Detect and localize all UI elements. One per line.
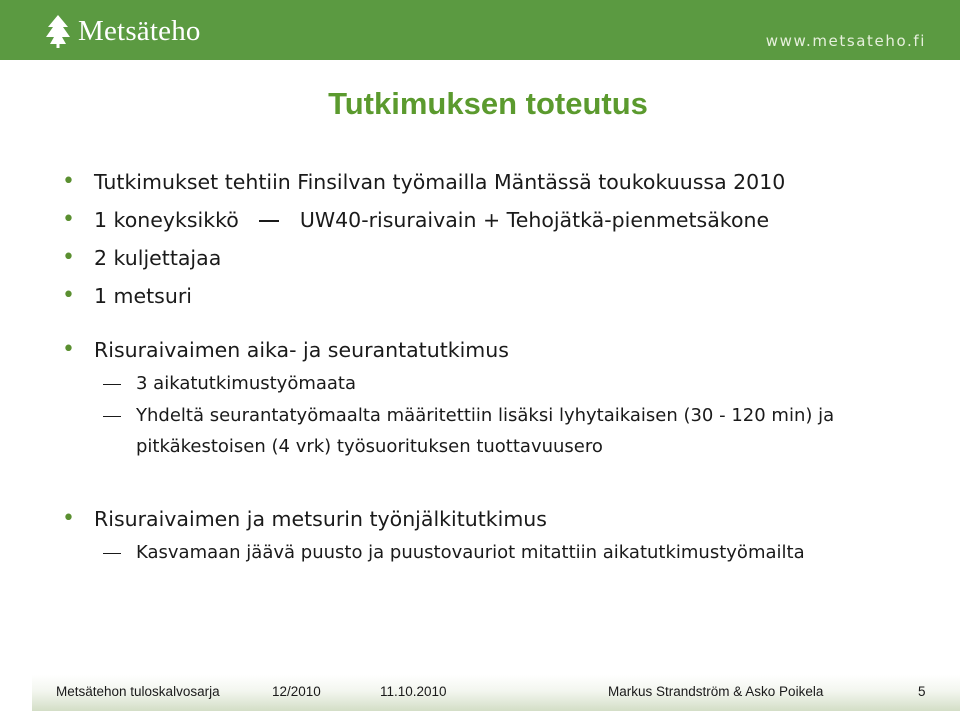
bullet-item-4: • 1 metsuri bbox=[94, 284, 192, 308]
bullet-item-6: • Risuraivaimen ja metsurin työnjälkitutkimus bbox=[94, 507, 547, 531]
bullet-item-5: • Risuraivaimen aika- ja seurantatutkimus bbox=[94, 338, 509, 362]
bullet-item-2-right: UW40-risuraivain + Tehojätkä-pienmetsäkone bbox=[299, 208, 770, 232]
slide-title: Tutkimuksen toteutus bbox=[328, 86, 648, 121]
sub-bullet-dash bbox=[103, 384, 121, 385]
footer-date: 11.10.2010 bbox=[380, 684, 447, 699]
footer-series: Metsätehon tuloskalvosarja bbox=[56, 684, 220, 699]
footer-page-number: 5 bbox=[918, 684, 926, 699]
header-bar bbox=[0, 0, 960, 60]
metsateho-logo[interactable] bbox=[44, 12, 201, 50]
sub-bullet-5-2-line1: Yhdeltä seurantatyömaalta määritettiin lisäksi lyhytaikaisen (30 - 120 min) ja bbox=[136, 405, 835, 426]
footer-issue: 12/2010 bbox=[272, 684, 321, 699]
sub-bullet-5-1: 3 aikatutkimustyömaata bbox=[136, 373, 357, 394]
bullet-item-2-left: 1 koneyksikkö bbox=[94, 208, 239, 232]
logo-text: Metsäteho bbox=[78, 14, 201, 47]
sub-bullet-dash bbox=[103, 416, 121, 417]
tree-logo-icon bbox=[44, 13, 72, 49]
bullet-item-2-dash bbox=[259, 220, 279, 222]
sub-bullet-6-1: Kasvamaan jäävä puusto ja puustovauriot mitattiin aikatutkimustyömailta bbox=[136, 542, 805, 563]
sub-bullet-5-2-line2: pitkäkestoisen (4 vrk) työsuorituksen tuottavuusero bbox=[136, 436, 603, 457]
footer-authors: Markus Strandström & Asko Poikela bbox=[608, 684, 824, 699]
sub-bullet-dash bbox=[103, 553, 121, 554]
bullet-item-3: • 2 kuljettajaa bbox=[94, 246, 221, 270]
site-url[interactable]: www.metsateho.fi bbox=[765, 32, 926, 50]
bullet-item-1: • Tutkimukset tehtiin Finsilvan työmailla Mäntässä toukokuussa 2010 bbox=[94, 170, 785, 194]
bullet-item-2 bbox=[94, 208, 769, 232]
